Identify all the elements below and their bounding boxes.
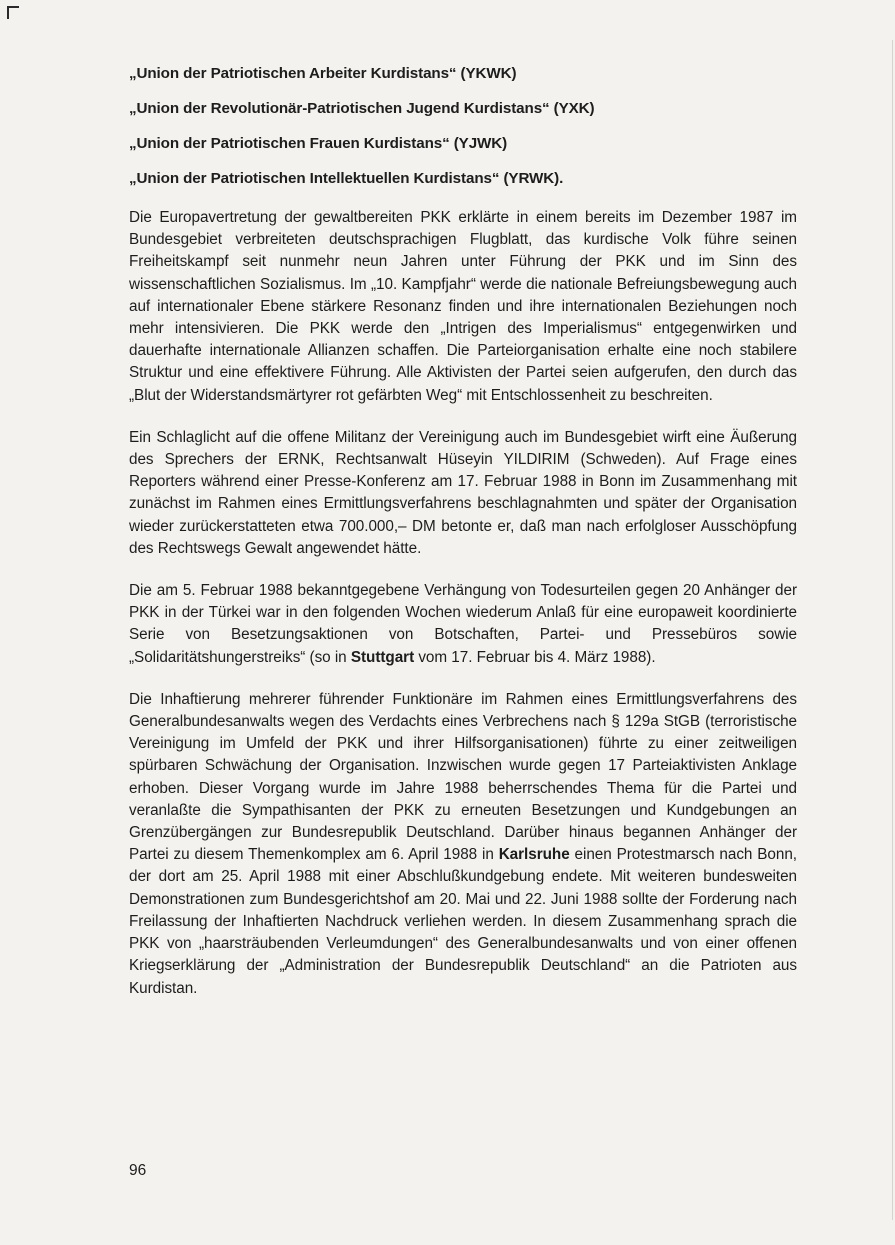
paragraph-text-segment: Die Inhaftierung mehrerer führender Funktionäre im Rahmen eines Ermittlungsverfahrens des Generalbundesanwalts wegen des Verdachts eines Verbrechens nach § 129a StGB (terroristische Vereinigung im Umfeld der PKK und ihrer Hilfsorganisationen) führte zu einer zeitweiligen spürbaren Schwächung der Organisation. Inzwischen wurde gegen 17 Parteiaktivisten Anklage erhoben. Dieser Vorgang wurde im Jahre 1988 beherrschendes Thema für die Partei und veranlaßte die Sympathisanten der PKK zu erneuten Besetzungen und Kundgebungen an Grenzübergängen zur Bundesrepublik Deutschland. Darüber hinaus begannen Anhänger der Partei zu diesem Themenkomplex am 6. April 1988 in — [129, 690, 797, 864]
paragraph-text-segment: Die am 5. Februar 1988 bekanntgegebene Verhängung von Todesurteilen gegen 20 Anhänger der PKK in der Türkei war in den folgenden Wochen wiederum Anlaß für eine europaweit koordinierte Serie von Besetzungsaktionen von Botschaften, Partei- und Pressebüros sowie „Solidaritätshungerstreiks“ (so in — [129, 582, 797, 666]
paragraph-inhaftierung — [129, 689, 797, 1000]
organization-item-ykwk: „Union der Patriotischen Arbeiter Kurdistans“ (YKWK) — [129, 65, 517, 82]
paragraph-text-segment: vom 17. Februar bis 4. März 1988). — [414, 648, 656, 666]
organization-item-yrwk: „Union der Patriotischen Intellektuellen Kurdistans“ (YRWK). — [129, 170, 564, 187]
organization-item-yjwk: „Union der Patriotischen Frauen Kurdistans“ (YJWK) — [129, 135, 508, 152]
paragraph-text-segment: einen Protestmarsch nach Bonn, der dort am 25. April 1988 mit einer Abschlußkundgebung endete. Mit weiteren bundesweiten Demonstrationen zum Bundesgerichtshof am 20. Mai und 22. Juni 1988 sollte der Forderung nach Freilassung der Inhaftierten Nachdruck verliehen werden. In diesem Zusammenhang sprach die PKK von „haarsträubenden Verleumdungen“ des Generalbundesanwalts und von einer offenen Kriegserklärung der „Administration der Bundesrepublik Deutschland“ an die Patrioten aus Kurdistan. — [129, 846, 797, 997]
place-name-karlsruhe: Karlsruhe — [498, 846, 570, 864]
paragraph-europavertretung: Die Europavertretung der gewaltbereiten PKK erklärte in einem bereits im Dezember 1987 im Bundesgebiet verbreiteten deutschsprachigen Flugblatt, das kurdische Volk führe seinen Freiheitskampf seit nunmehr neun Jahren unter Führung der PKK und im Sinn des wissenschaftlichen Sozialismus. Im „10. Kampfjahr“ werde die nationale Befreiungsbewegung auch auf internationaler Ebene stärkere Resonanz finden und ihre internationalen Beziehungen noch mehr intensivieren. Die PKK werde den „Intrigen des Imperialismus“ entgegenwirken und dauerhafte internationale Allianzen schaffen. Die Parteiorganisation erhalte eine noch stabilere Struktur und eine effektivere Führung. Alle Aktivisten der Partei seien aufgerufen, den durch das „Blut der Widerstandsmärtyrer rot gefärbten Weg“ mit Entschlossenheit zu beschreiten. — [129, 209, 797, 404]
page-number: 96 — [129, 1162, 147, 1179]
organization-list — [129, 65, 797, 188]
paragraph-militanz: Ein Schlaglicht auf die offene Militanz der Vereinigung auch im Bundesgebiet wirft eine Äußerung des Sprechers der ERNK, Rechtsanwalt Hüseyin YILDIRIM (Schweden). Auf Frage eines Reporters während einer Presse-Konferenz am 17. Februar 1988 in Bonn im Zusammenhang mit zunächst im Rahmen eines Ermittlungsverfahrens beschlagnahmten und später der Organisation wieder zurückerstatteten etwa 700.000,– DM betonte er, daß man nach erfolgloser Ausschöpfung des Rechtswegs Gewalt angewendet hätte. — [129, 428, 797, 557]
page-body — [129, 65, 797, 1020]
place-name-stuttgart: Stuttgart — [350, 648, 415, 666]
scan-edge-line — [892, 40, 893, 1220]
organization-item-yxk: „Union der Revolutionär-Patriotischen Jugend Kurdistans“ (YXK) — [129, 100, 595, 117]
paragraph-todesurteile — [129, 580, 797, 669]
scan-corner-mark — [7, 6, 19, 8]
